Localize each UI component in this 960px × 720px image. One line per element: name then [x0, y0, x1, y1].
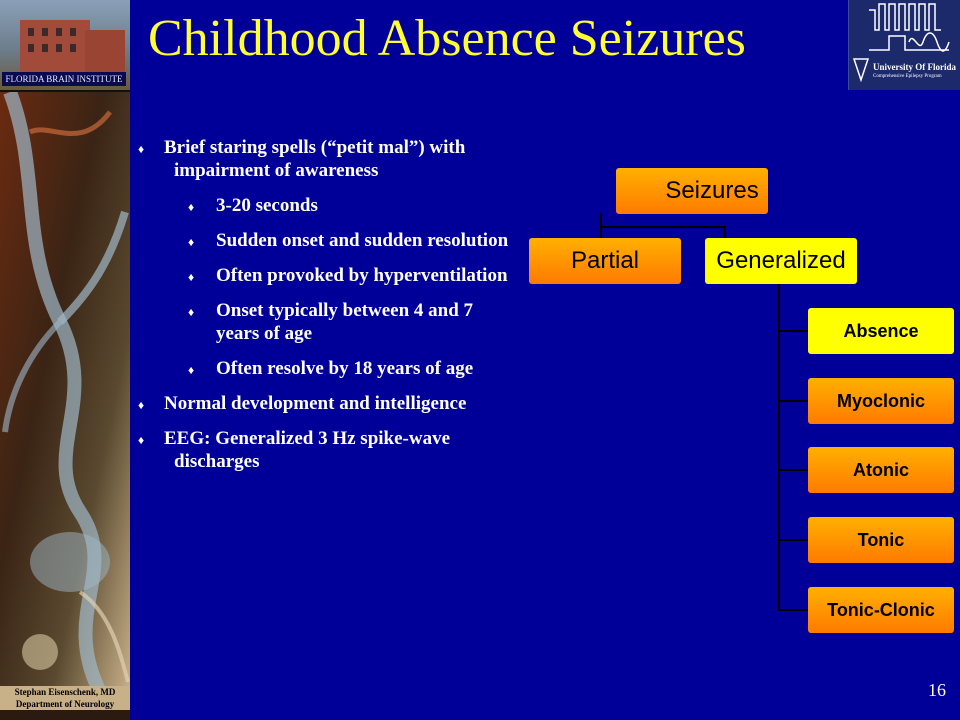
bullet-item	[138, 392, 518, 415]
credit-name: Stephan Eisenschenk, MD	[14, 687, 116, 697]
node-tonic: Tonic	[808, 517, 954, 563]
diamond-bullet-icon: ♦	[138, 398, 145, 412]
uf-name: University Of Florida	[873, 62, 956, 72]
building-photo	[0, 0, 130, 92]
sub-bullet-item	[188, 264, 518, 287]
uf-program: Comprehensive Epilepsy Program	[873, 74, 942, 79]
bullet-item	[138, 136, 518, 182]
institute-label: FLORIDA BRAIN INSTITUTE	[2, 72, 126, 86]
uf-shield-icon	[853, 58, 869, 82]
page-number: 16	[928, 680, 946, 700]
diamond-bullet-icon: ♦	[138, 433, 145, 447]
sub-bullet-text: Sudden onset and sudden resolution	[216, 230, 509, 251]
sub-bullet-item	[188, 299, 518, 345]
node-myoclonic: Myoclonic	[808, 378, 954, 424]
uf-logo	[848, 0, 960, 90]
bullet-text: Brief staring spells (“petit mal”) with impairment of awareness	[164, 137, 466, 181]
bullet-item	[138, 427, 518, 473]
sub-bullet-text: Often resolve by 18 years of age	[216, 358, 474, 379]
sub-bullet-text: 3-20 seconds	[216, 195, 318, 216]
left-sidebar	[0, 0, 130, 720]
node-generalized: Generalized	[705, 238, 857, 284]
node-partial: Partial	[529, 238, 681, 284]
sub-bullet-item	[188, 194, 518, 217]
bullet-text: EEG: Generalized 3 Hz spike-wave discharges	[164, 428, 451, 472]
sub-bullet-item	[188, 229, 518, 252]
sub-bullet-text: Onset typically between 4 and 7 years of age	[216, 300, 474, 344]
sub-bullet-item	[188, 357, 518, 380]
diamond-bullet-icon: ♦	[188, 200, 195, 214]
sub-bullet-text: Often provoked by hyperventilation	[216, 265, 508, 286]
bullet-list	[138, 136, 518, 485]
eeg-wave-icon	[849, 0, 960, 60]
credit-dept: Department of Neurology	[15, 699, 115, 709]
credit-block	[0, 686, 130, 710]
node-tonic-clonic: Tonic-Clonic	[808, 587, 954, 633]
bullet-text: Normal development and intelligence	[164, 393, 467, 414]
node-absence: Absence	[808, 308, 954, 354]
diamond-bullet-icon: ♦	[188, 270, 195, 284]
node-seizures: Seizures	[616, 168, 768, 214]
neuron-artwork	[0, 92, 130, 692]
node-atonic: Atonic	[808, 447, 954, 493]
diamond-bullet-icon: ♦	[188, 363, 195, 377]
diamond-bullet-icon: ♦	[138, 142, 145, 156]
diamond-bullet-icon: ♦	[188, 235, 195, 249]
diamond-bullet-icon: ♦	[188, 305, 195, 319]
slide-title: Childhood Absence Seizures	[148, 10, 746, 67]
